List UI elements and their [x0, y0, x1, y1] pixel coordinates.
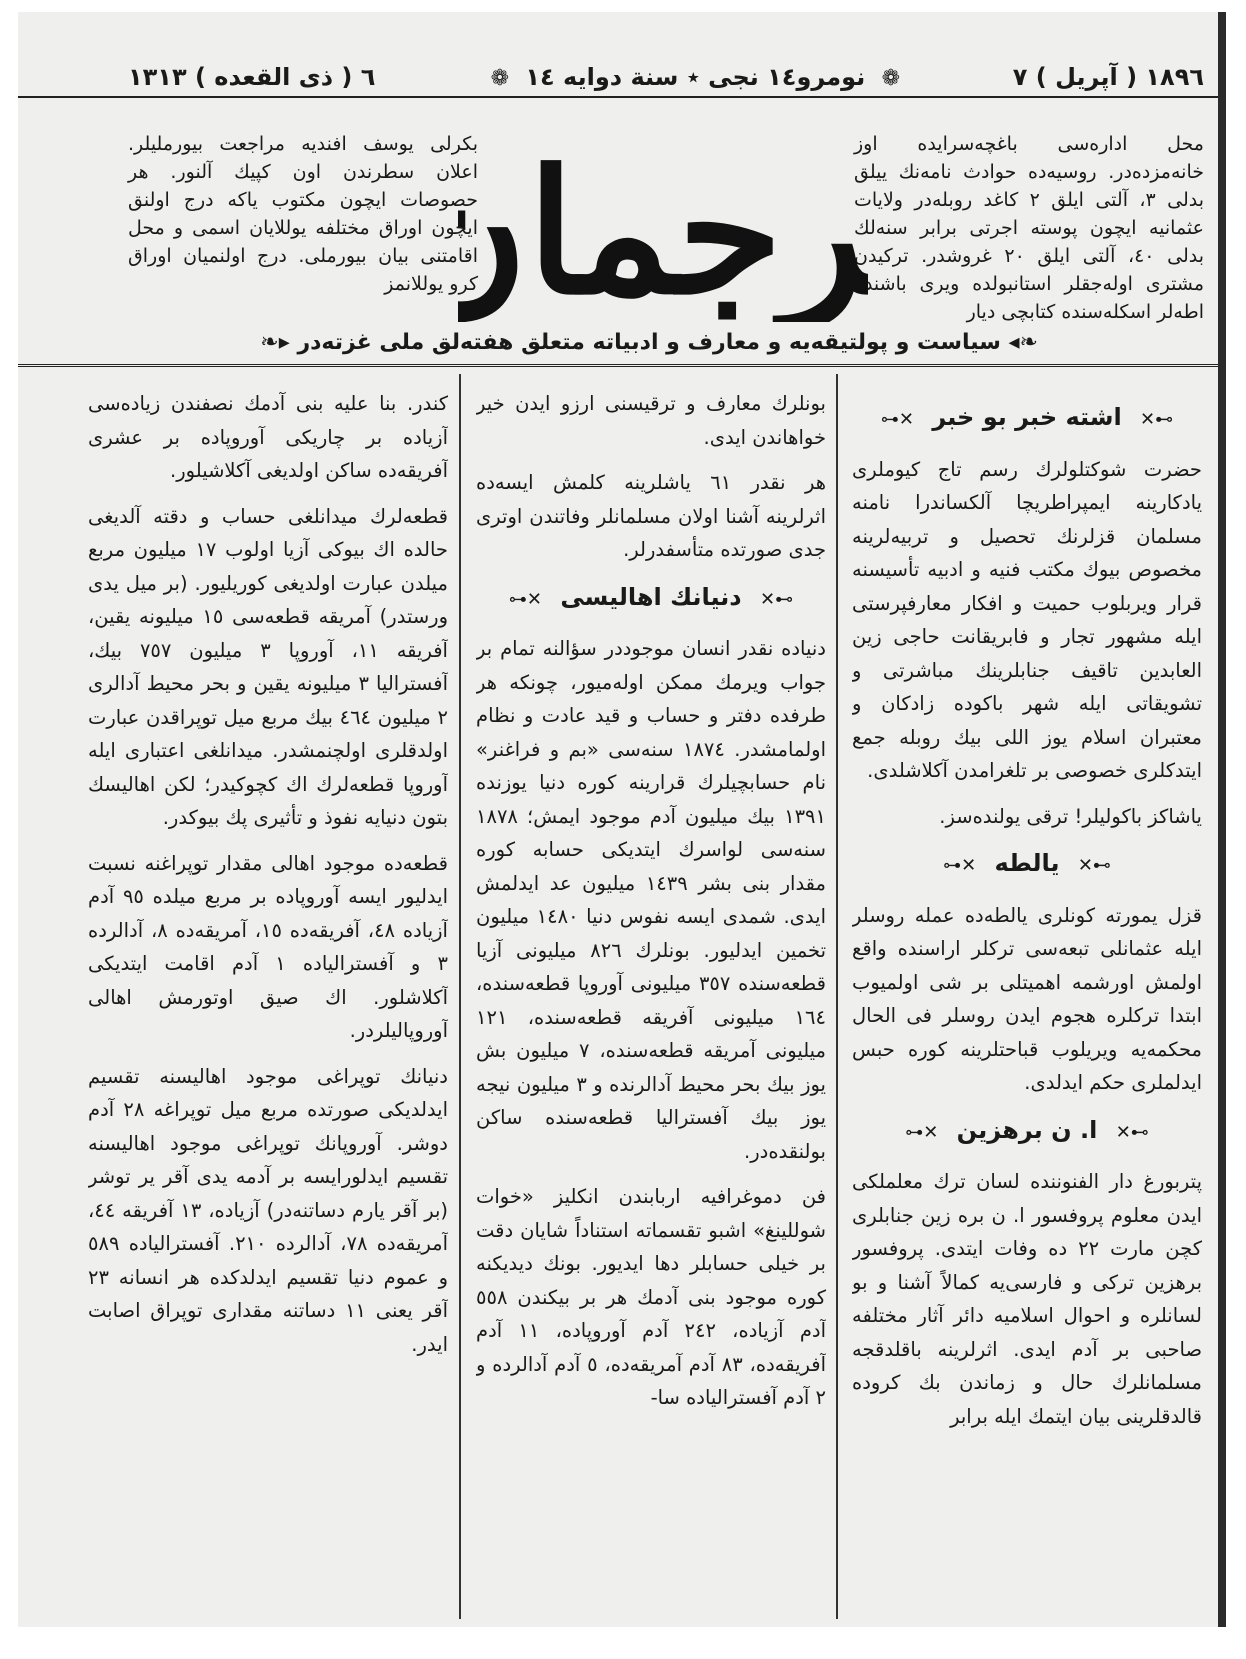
flourish-icon: ▸❧	[260, 330, 290, 355]
column-rule	[459, 374, 461, 1619]
flourish-icon: ⊶✕	[759, 588, 794, 610]
paragraph: هر نقدر ٦١ ياشلرينه كلمش ايسه‌ده اثرلرينه آشنا اولان مسلمانلر وفاتندن اوترى جدى صورتده متأسفدرلر.	[476, 471, 826, 561]
subscription-info: محل اداره‌سى باغچه‌سرايده اوز خانه‌مزده‌در. روسيه‌ده حوادث نامه‌نك ييلق بدلى ٣، آلتى ايلق ٢ كاغد روبله‌در ولايات عثمانيه ايچون پوسته اجرتى برابر سنه‌لك بدلى ٤٠، آلتى ايلق ٢٠ غروشدر. تركيدن مشترى اوله‌جقلر استانبولده ويرى باشنده اطه‌لر اسكله‌سنده كتابچى ديار	[854, 133, 1205, 323]
issue-text: نومرو١٤ نجى ٭ سنة دوايه ١٤	[525, 63, 866, 91]
heading-text: دنيانك اهاليسى	[560, 582, 742, 611]
heading-text: ا. ن برهزين	[956, 1115, 1098, 1144]
section-heading	[852, 401, 1202, 437]
tagline	[260, 330, 1038, 355]
flourish-icon: ✕⊷	[905, 1121, 939, 1143]
heading-text: اشته خبر بو خبر	[932, 403, 1122, 431]
column-3	[88, 387, 448, 1617]
issue-number	[488, 60, 908, 94]
header-rule	[18, 96, 1218, 98]
newspaper-page	[18, 12, 1226, 1627]
flourish-icon: ❧◂	[1008, 330, 1038, 355]
ornament-icon: ❁	[881, 66, 900, 91]
flourish-icon: ⊶✕	[1140, 409, 1174, 430]
flourish-icon: ✕⊷	[508, 588, 543, 610]
masthead-rule	[18, 364, 1218, 367]
flourish-icon: ⊶✕	[1077, 855, 1111, 876]
masthead-logo	[458, 122, 868, 322]
tagline-text: سياست و پولتيقه‌يه و معارف و ادبياته متعلق هفته‌لق ملى غزته‌در	[297, 330, 1001, 355]
hijri-date: ٦ ( ذى القعده ) ١٣١٣	[128, 63, 376, 91]
heading-text: يالطه	[994, 849, 1060, 877]
section-heading	[476, 581, 826, 617]
section-heading	[852, 847, 1202, 883]
section-heading	[852, 1114, 1202, 1150]
paragraph: قطعه‌لرك ميدانلغى حساب و دقته آلديغى حالده اك بيوكى آزيا اولوب ١٧ ميليون مربع ميلدن عبارت اولديغى كوريليور. (بر ميل يدى ورستدر) آمريقه قطعه‌سى ١٥ ميليونه يقين، آفريقه ١١، آوروپا ٣ ميليون ٧٥٧ بيك، آفستراليا ٣ ميليونه يقين و بحر محيط آدالرى ٢ ميليون ٤٦٤ بيك مربع ميل توپراقدن عبارت اولدقلرى اولچنمشدر. ميدانلغى اعتبارى ايله آوروپا قطعه‌لرك اك كچوكيدر؛ لكن اهاليسك بتون دنيايه نفوذ و تأثيرى پك بيوكدر.	[88, 504, 448, 829]
paragraph: دنيانك توپراغى موجود اهاليسنه تقسيم ايدلديكى صورتده مربع ميل توپراغه ٢٨ آدم دوشر. آوروپانك توپراغى موجود اهاليسنه تقسيم ايدلورايسه بر آدمه يدى آقر ير توشر (بر آقر يارم دساتنه‌در) آزياده، ١٣ آفريقه ٤٤، آمريقه‌ده ٧٨، آدالرده ٢١٠. آفستراليا‌ده ٥٨٩ و عموم دنيا تقسيم ايدلدكده هر انسانه ٢٣ آقر يعنى ١١ دساتنه مقدارى توپراق اصابت ايدر.	[88, 1064, 448, 1356]
paragraph: بونلرك معارف و ترقيسنى ارزو ايدن خير خواهاندن ايدى.	[476, 392, 826, 449]
ornament-icon: ❁	[490, 66, 510, 91]
paragraph: كندر. بنا عليه بنى آدمك نصفندن زياده‌سى آزياده بر چاريكى آوروپاده بر عشرى آفريقه‌ده ساكن اولديغى آكلاشيلور.	[88, 392, 448, 482]
column-rule	[836, 374, 838, 1619]
flourish-icon: ✕⊷	[880, 409, 914, 430]
paragraph: قطعه‌ده موجود اهالى مقدار توپراغنه نسبت ايدليور ايسه آوروپاده بر مربع ميلده ٩٥ آدم آزياده ٤٨، آفريقه‌ده ١٥، آمريقه‌ده ٨، آدالرده ٣ و آفستراليا‌ده ١ آدم اقامت ايتديكى آكلاشلور. اك صيق اوتورمش اهالى آوروپاليلردر.	[88, 851, 448, 1042]
paragraph: فن دموغرافيه اربابندن انكليز «خوات شوللينغ» اشبو تقسماته استناداً شايان دقت بر خيلى حسابلر دها ايديور. بونك ديديكنه كوره موجود بنى آدمك هر بر بيكندن ٥٥٨ آدم آزياده، ٢٤٢ آدم آوروپاده، ١١ آدم آفريقه‌ده، ٨٣ آدم آمريقه‌ده، ٥ آدم آدالرده و ٢ آدم آفستراليا‌ده سا-	[476, 1185, 826, 1409]
paragraph: قزل يمورته كونلرى يالطه‌ده عمله روسلر ايله عثمانلى تبعه‌سى تركلر اراسنده واقع اولمش اورشمه اهميتلى بر شى اولميوب ابتدا تركلره هجوم ايدن روسلر فى الحال محكمه‌يه ويريلوب قباحتلرينه كوره حبس ايدلملرى حكم ايدلدى.	[852, 903, 1202, 1094]
paragraph: دنياده نقدر انسان موجوددر سؤالنه تمام بر جواب ويرمك ممكن اوله‌ميور، چونكه هر طرفده دفتر و حساب و قيد عادت و نظام اولمامشدر. ١٨٧٤ سنه‌سى «بم و فراغنر» نام حسابچيلرك قرارينه كوره دنيا يوزنده ١٣٩١ بيك ميليون آدم موجود ايمش؛ ١٨٧٨ سنه‌سى لواسرك ايتديكى حسابه كوره مقدار بنى بشر ١٤٣٩ ميليون عد ايدلمش ايدى. شمدى ايسه نفوس دنيا ١٤٨٠ ميليون تخمين ايدليور. بونلرك ٨٢٦ ميليونى آزيا قطعه‌سنده ٣٥٧ ميليونى آوروپا قطعه‌سنده، ١٦٤ ميليونى آفريقه قطعه‌سنده، ١٢١ ميليونى آمريقه قطعه‌سنده، ٧ ميليون بش يوز بيك بحر محيط آدالرنده و ٣ ميليون نيجه يوز بيك آفستراليا قطعه‌سنده ساكن بولنقده‌در.	[476, 637, 826, 1163]
gregorian-date: ١٨٩٦ ( آپريل ) ٧	[1012, 63, 1204, 91]
column-2	[476, 387, 826, 1617]
flourish-icon: ✕⊷	[943, 855, 977, 876]
paragraph: ياشاكز باكوليلر! ترقى يولنده‌سز.	[939, 804, 1202, 828]
paragraph: حضرت شوكتلولرك رسم تاج كيوملرى يادكارينه ايمپراطريچا آلكساندرا نامنه مسلمان قزلرنك تحصيل و تربيه‌لرينه مخصوص بيوك مكتب فنيه و ادبيه تأسيسنه قرار ويربلوب حميت و افكار معارفپرستى ايله مشهور تجار و فابريقانت حاجى زين العابدين تاقيف جنابلرينك مباشرتى و تشويقاتى ايله شهر باكوده زادكان و معتبران اسلام يوز اللى بيك روبله جمع ايتدكلرى خصوصى بر تلغرامدن آكلاشلدى.	[852, 457, 1202, 782]
masthead-calligraphy	[458, 122, 868, 322]
masthead-title: رجما	[527, 133, 868, 322]
paragraph: پتربورغ دار الفنوننده لسان ترك معلملكى ايدن معلوم پروفسور ا. ن بره زين جنابلرى كچن مارت ٢٢ ده وفات ايتدى. پروفسور برهزين تركى و فارسى‌يه كمالاً آشنا و بو لسانلره و احوال اسلاميه دائر آثار مختلفه صاحبى بر آدم ايدى. اثرلرينه باقلدقجه مسلمانلرك حال و زماندن بك كروده قالدقلرينى بيان ايتمك ايله برابر	[852, 1170, 1202, 1428]
flourish-icon: ⊶✕	[1115, 1121, 1149, 1143]
column-1	[852, 387, 1202, 1617]
advertising-info: بكرلى يوسف افنديه مراجعت بيورمليلر. اعلان سطرندن اون كپيك آلنور. هر حصوصات ايچون مكتوب ياكه درج اولنق ايچون اوراق مختلفه يوللايان اسمى و محل اقامتنى بيان بيورملى. درج اولنميان اوراق كرو يوللانمز	[128, 133, 478, 295]
